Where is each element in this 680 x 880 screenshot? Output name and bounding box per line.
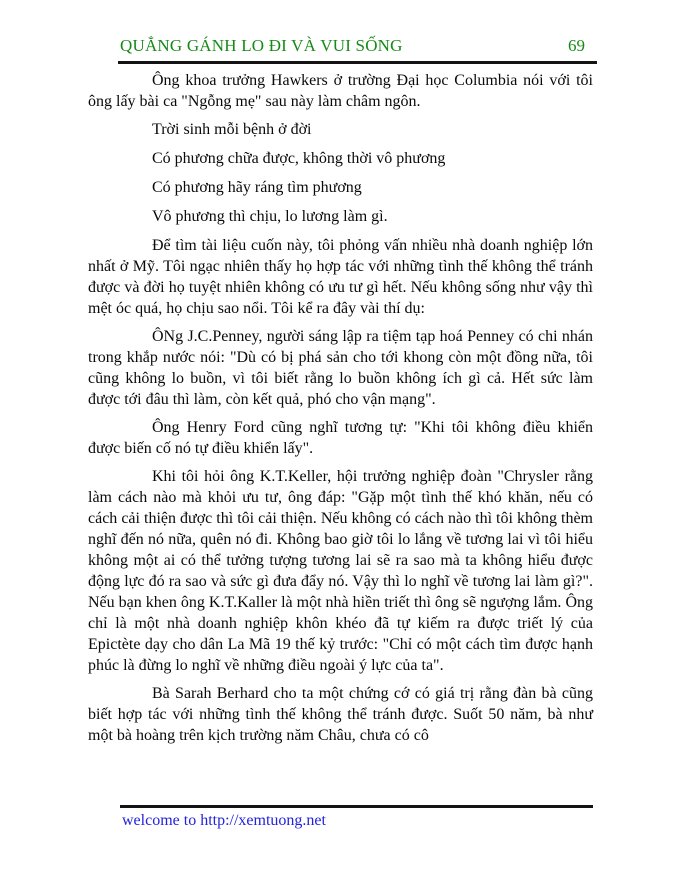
- paragraph-penney: ÔNg J.C.Penney, người sáng lập ra tiệm tạp hoá Penney có chi nhán trong khắp nước nói: "Dù có bị phá sản cho tới khong còn một đồng nữa, tôi cũng không lo buồn, vì tôi biết rằng lo buồn không ích gì cả. Hết sức làm được tới đâu thì làm, còn kết quả, phó cho vận mạng".: [88, 328, 593, 408]
- footer-link[interactable]: welcome to http://xemtuong.net: [122, 812, 326, 829]
- paragraph-ford: Ông Henry Ford cũng nghĩ tương tự: "Khi tôi không điều khiển được biến cố nó tự điều khiển lấy".: [88, 419, 593, 457]
- paragraph-keller: Khi tôi hỏi ông K.T.Keller, hội trưởng nghiệp đoàn "Chrysler rằng làm cách nào mà khỏi ưu tư, ông đáp: "Gặp một tình thế khó khăn, nếu có cách cải thiện được thì tôi cải thiện. Nếu không có cách nào thì tôi không thèm nghĩ đến nó nữa, quên nó đi. Không bao giờ tôi lo lắng về tương lai vì tôi hiểu không một ai có thể tưởng tượng tương lai sẽ ra sao mà ta không hiểu được động lực đó ra sao và sức gì đưa đẩy nó. Vậy thì lo nghĩ về tương lai làm gì?". Nếu bạn khen ông K.T.Kaller là một nhà hiền triết thì ông sẽ ngượng lắm. Ông chỉ là một nhà doanh nghiệp khôn khéo đã tự kiếm ra được triết lý của Epictète dạy cho dân La Mã 19 thế kỷ trước: "Chỉ có một cách tìm được hạnh phúc là đừng lo nghĩ về những điều ngoài ý lực của ta".: [88, 468, 593, 674]
- body-text: [88, 70, 593, 753]
- verse-line-2: Có phương chữa được, không thời vô phương: [152, 150, 446, 167]
- page-header: [118, 36, 597, 64]
- verse-line-4: Vô phương thì chịu, lo lương làm gì.: [152, 208, 388, 225]
- running-title: QUẲNG GÁNH LO ĐI VÀ VUI SỐNG: [120, 36, 403, 55]
- verse-line-1: Trời sinh mỗi bệnh ở đời: [152, 121, 312, 138]
- verse-line-3: Có phương hãy ráng tìm phương: [152, 179, 362, 196]
- paragraph-berhard: Bà Sarah Berhard cho ta một chứng cớ có giá trị rằng đàn bà cũng biết hợp tác với những tình thế không thể tránh được. Suốt 50 năm, bà như một bà hoàng trên kịch trường năm Châu, chưa có cô: [88, 685, 593, 744]
- paragraph-research: Để tìm tài liệu cuốn này, tôi phỏng vấn nhiều nhà doanh nghiệp lớn nhất ở Mỹ. Tôi ngạc nhiên thấy họ hợp tác với những tình thế không thể tránh được và đời họ tuyệt nhiên không có ưu tư gì hết. Nếu không sống như vậy thì mệt óc quá, họ chịu sao nổi. Tôi kể ra đây vài thí dụ:: [88, 237, 593, 317]
- page-footer: [120, 805, 593, 830]
- page-number: 69: [568, 36, 585, 55]
- paragraph-intro: Ông khoa trưởng Hawkers ở trường Đại học Columbia nói với tôi ông lấy bài ca "Ngỗng mẹ" sau này làm châm ngôn.: [88, 72, 593, 110]
